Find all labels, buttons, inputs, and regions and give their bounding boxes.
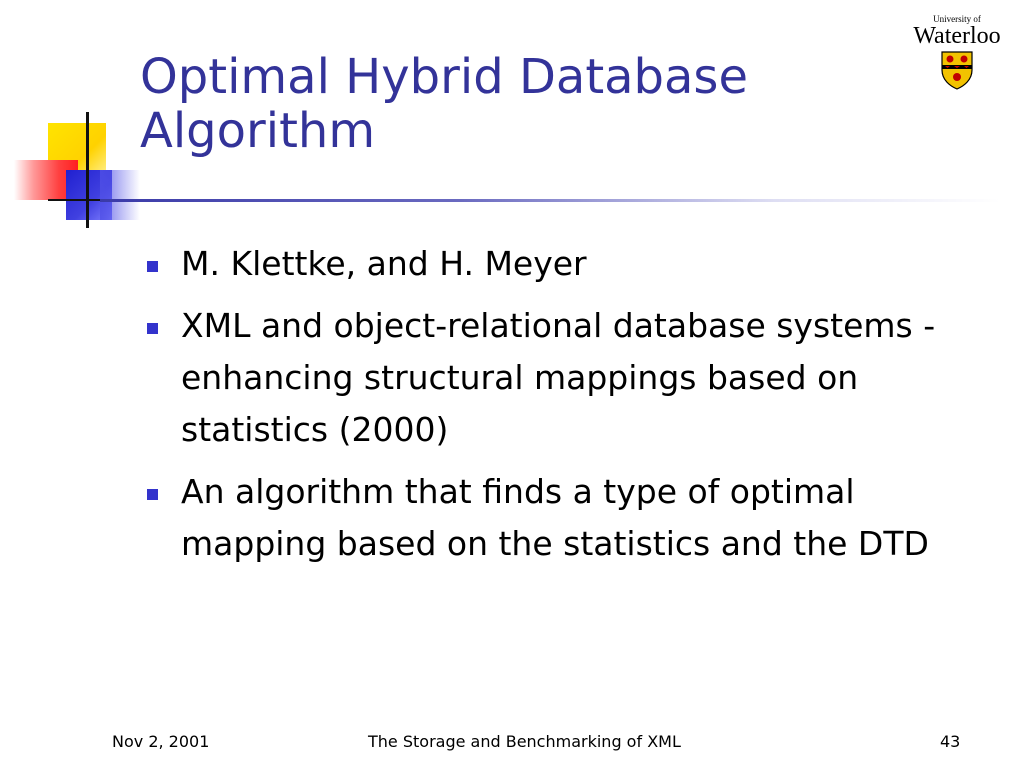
bullet-text: M. Klettke, and H. Meyer <box>181 244 587 283</box>
bullet-square-icon <box>147 323 158 334</box>
decorative-vertical-line <box>86 112 89 228</box>
bullet-square-icon <box>147 261 158 272</box>
bullet-list <box>145 238 1005 580</box>
bullet-square-icon <box>147 489 158 500</box>
decorative-blue-fade <box>100 170 140 220</box>
bullet-item <box>145 300 1005 456</box>
bullet-item <box>145 238 1005 290</box>
bullet-text: An algorithm that finds a type of optimal mapping based on the statistics and the DTD <box>181 472 929 563</box>
logo-line-2: Waterloo <box>913 23 1001 49</box>
footer-title: The Storage and Benchmarking of XML <box>368 732 681 751</box>
slide-title: Optimal Hybrid Database Algorithm <box>140 49 748 159</box>
bullet-item <box>145 466 1005 570</box>
crest-icon <box>940 50 974 90</box>
slide-number: 43 <box>940 732 961 751</box>
title-underline <box>100 199 1000 202</box>
logo-line-1: University of <box>933 14 981 24</box>
university-logo <box>898 14 1016 94</box>
bullet-text: XML and object-relational database systems - enhancing structural mappings based on statistics (2000) <box>181 306 936 449</box>
footer-date: Nov 2, 2001 <box>112 732 210 751</box>
